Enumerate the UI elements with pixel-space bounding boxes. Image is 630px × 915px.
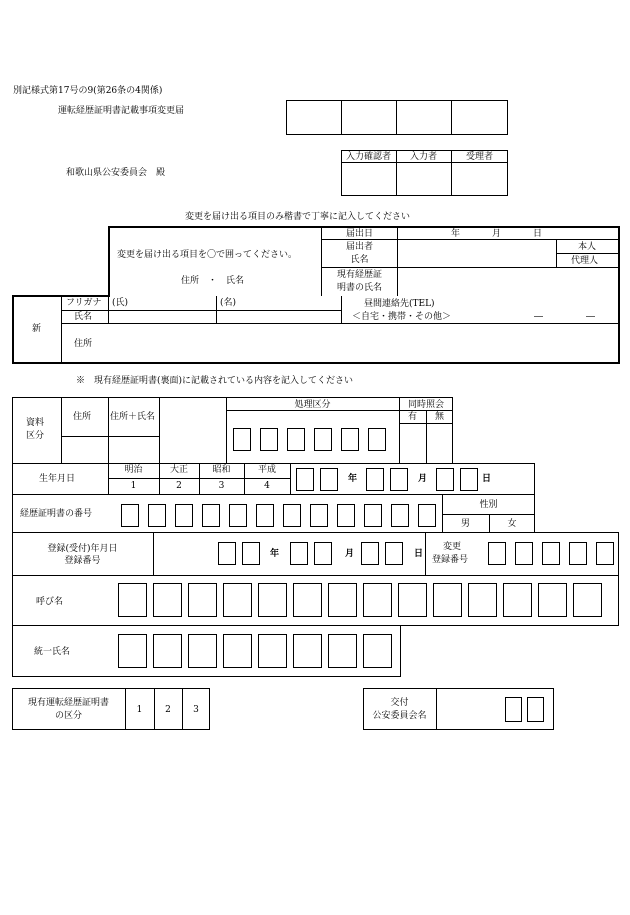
current-name-label-2: 明書の氏名 [336, 283, 382, 293]
reg-day-box-1 [361, 542, 379, 565]
simultaneous-label: 同時照会 [407, 400, 444, 410]
reg-label-1: 登録(受付)年月日 [47, 544, 118, 554]
birth-label: 生年月日 [39, 474, 76, 484]
month-unit: 月 [492, 229, 502, 239]
birth-month-unit: 月 [418, 474, 428, 484]
given-name-label: (名) [220, 298, 237, 308]
cert-category-1: 1 [136, 705, 143, 715]
reading-name-label: 呼び名 [36, 597, 64, 607]
current-name-label-1: 現有経歴証 [336, 270, 382, 280]
era-number-2: 2 [176, 481, 182, 491]
reg-day-unit: 日 [414, 549, 424, 559]
birth-day-unit: 日 [482, 474, 492, 484]
contact-dash-2: ― [586, 312, 595, 322]
reg-year-unit: 年 [270, 549, 280, 559]
era-number-3: 3 [218, 481, 225, 491]
surname-label: (氏) [112, 298, 129, 308]
name-label: 氏名 [74, 312, 93, 322]
birth-year-box-1 [296, 468, 314, 491]
address-label: 住所 [74, 339, 93, 349]
cert-number-label: 経歴証明書の番号 [20, 509, 93, 519]
reg-label-2: 登録番号 [64, 556, 101, 566]
processing-label: 処理区分 [294, 400, 331, 410]
unified-name-label: 統一氏名 [34, 647, 71, 657]
instruction-top: 変更を届け出る項目のみ楷書で丁寧に記入してください [185, 212, 411, 222]
addressee: 和歌山県公安委員会 殿 [66, 168, 166, 178]
reg-year-box-1 [218, 542, 236, 565]
era-number-1: 1 [130, 481, 137, 491]
material-label-1: 資料 [26, 418, 45, 428]
material-label-2: 区分 [26, 431, 45, 441]
era-heisei: 平成 [257, 465, 276, 475]
birth-month-box-2 [390, 468, 408, 491]
year-unit: 年 [451, 229, 461, 239]
current-cert-label-2: の区分 [54, 711, 82, 721]
instruction-mid: ※ 現有経歴証明書(裏面)に記載されている内容を記入してください [76, 376, 354, 386]
birth-month-box-1 [366, 468, 384, 491]
stamp-label-inputter: 入力者 [409, 152, 437, 162]
stamp-label-confirmer: 入力確認者 [345, 152, 391, 162]
birth-year-box-2 [320, 468, 338, 491]
stamp-label-receiver: 受理者 [465, 152, 493, 162]
no-label: 無 [434, 412, 444, 422]
era-number-4: 4 [264, 481, 270, 491]
issuing-label-2: 公安委員会名 [372, 711, 427, 721]
proxy-label: 代理人 [571, 256, 599, 266]
form-title: 運転経歴証明書記載事項変更届 [58, 106, 185, 116]
filer-name-label: 氏名 [350, 255, 369, 265]
reg-month-box-2 [314, 542, 332, 565]
furigana-label: フリガナ [66, 298, 102, 308]
birth-day-box-2 [460, 468, 478, 491]
issuing-box-1 [505, 697, 522, 722]
cert-category-2: 2 [165, 705, 171, 715]
current-cert-label-1: 現有運転経歴証明書 [27, 698, 109, 708]
change-reg-label-1: 変更 [443, 542, 462, 552]
filer-label: 届出者 [345, 242, 373, 252]
issuing-box-2 [527, 697, 544, 722]
change-reg-label-2: 登録番号 [432, 555, 469, 565]
male-label: 男 [460, 519, 470, 529]
new-label: 新 [32, 324, 42, 334]
form-number: 別記様式第17号の9(第26条の4関係) [13, 86, 163, 96]
contact-label: 昼間連絡先(TEL) [364, 299, 435, 309]
change-options: 住所 ・ 氏名 [181, 276, 245, 286]
era-taisho: 大正 [169, 465, 188, 475]
self-label: 本人 [578, 242, 597, 252]
day-unit: 日 [533, 229, 543, 239]
address-col-label: 住所 [73, 412, 92, 422]
date-label: 届出日 [345, 229, 373, 239]
cert-category-3: 3 [193, 705, 199, 715]
reg-month-box-1 [290, 542, 308, 565]
birth-year-unit: 年 [348, 474, 358, 484]
reg-month-unit: 月 [345, 549, 355, 559]
birth-day-box-1 [436, 468, 454, 491]
gender-label: 性別 [479, 500, 498, 510]
female-label: 女 [507, 519, 517, 529]
issuing-label-1: 交付 [390, 698, 409, 708]
reg-year-box-2 [242, 542, 260, 565]
era-showa: 昭和 [212, 465, 231, 475]
contact-dash-1: ― [534, 312, 543, 322]
address-name-col-label: 住所＋氏名 [110, 412, 156, 422]
contact-types: ＜自宅・携帯・その他＞ [352, 312, 452, 322]
circle-instruction: 変更を届け出る項目を〇で囲ってください。 [117, 250, 298, 260]
reg-day-box-2 [385, 542, 403, 565]
era-meiji: 明治 [124, 465, 143, 475]
yes-label: 有 [407, 412, 417, 422]
